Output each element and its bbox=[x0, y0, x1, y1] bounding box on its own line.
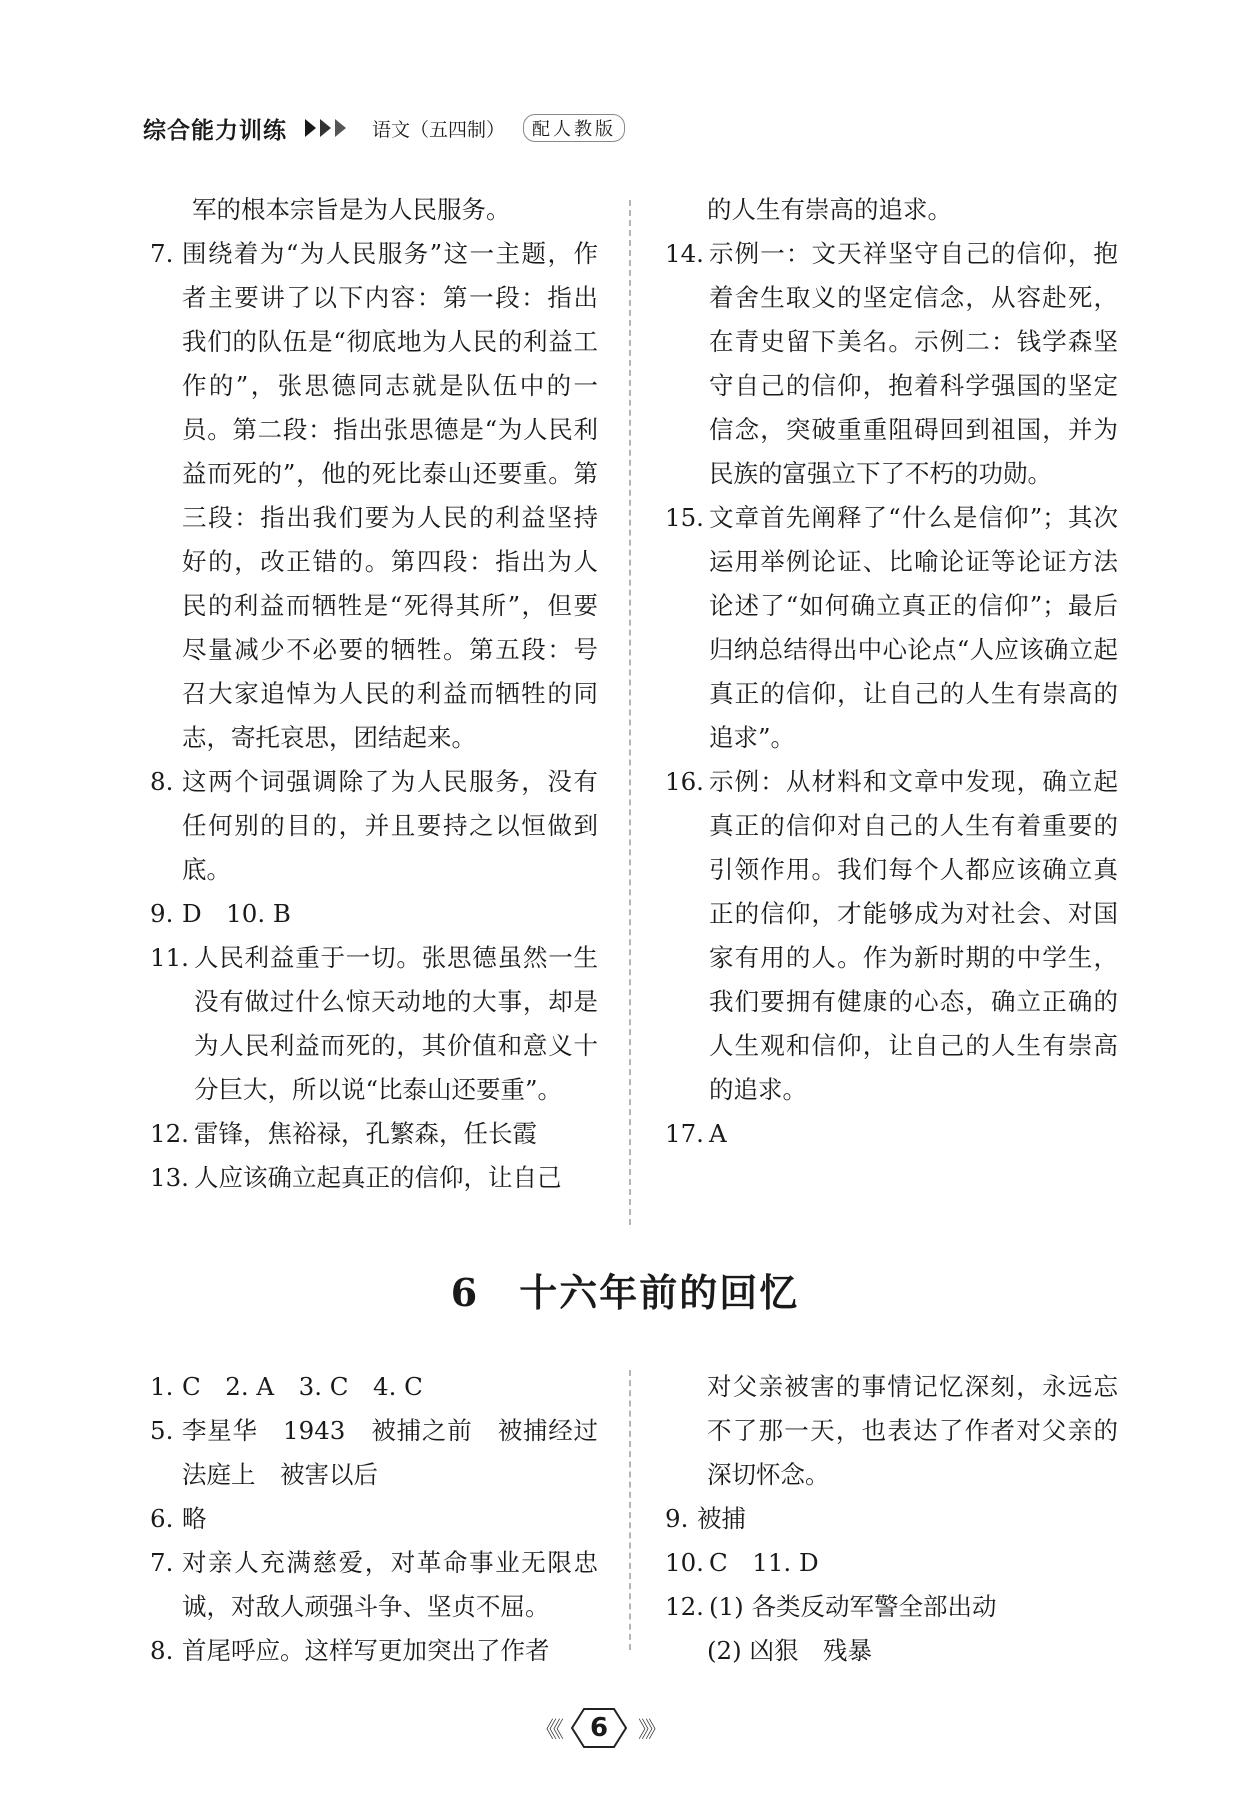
answer-text: 文章首先阐释了“什么是信仰”；其次运用举例论证、比喻论证等论证方法论述了“如何确立真正的信仰”；最后归纳总结得出中心论点“人应该确立起真正的信仰，让自己的人生有崇高的追求”。 bbox=[709, 503, 1118, 752]
answer-text: 人民利益重于一切。张思德虽然一生没有做过什么惊天动地的大事，却是为人民利益而死的，其价值和意义十分巨大，所以说“比泰山还要重”。 bbox=[194, 943, 598, 1104]
answer-item bbox=[665, 232, 1118, 496]
answer-text: C 11. D bbox=[709, 1548, 819, 1577]
answer-item bbox=[150, 760, 598, 892]
answer-item bbox=[150, 1365, 598, 1409]
answer-text: 雷锋，焦裕禄，孔繁森，任长霞 bbox=[194, 1119, 537, 1148]
answer-number: 10. bbox=[665, 1548, 704, 1577]
answer-number: 12. bbox=[665, 1592, 704, 1621]
answer-number: 17. bbox=[665, 1119, 704, 1148]
answer-item bbox=[665, 496, 1118, 760]
answer-number: 11. bbox=[150, 943, 189, 972]
answer-text: 围绕着为“为人民服务”这一主题，作者主要讲了以下内容：第一段：指出我们的队伍是“彻底地为人民的利益工作的”，张思德同志就是队伍中的一员。第二段：指出张思德是“为人民利益而死的”，他的死比泰山还要重。第三段：指出我们要为人民的利益坚持好的，改正错的。第四段：指出为人民的利益而牺牲是“死得其所”，但要尽量减少不必要的牺牲。第五段：号召大家追悼为人民的利益而牺牲的同志，寄托哀思，团结起来。 bbox=[182, 239, 598, 752]
top-left-column bbox=[150, 188, 598, 1200]
double-chevron-right-icon: 》》 bbox=[638, 1717, 664, 1743]
answer-number: 1. bbox=[150, 1372, 174, 1401]
answer-text: 李星华 1943 被捕之前 被捕经过 法庭上 被害以后 bbox=[182, 1416, 623, 1489]
answer-number: 15. bbox=[665, 503, 704, 532]
answer-number: 7. bbox=[150, 239, 174, 268]
double-chevron-left-icon: 《《 bbox=[535, 1717, 561, 1743]
answer-number: 9. bbox=[665, 1504, 689, 1533]
top-right-column bbox=[665, 188, 1118, 1156]
answer-text: 对亲人充满慈爱，对革命事业无限忠诚，对敌人顽强斗争、坚贞不屈。 bbox=[182, 1548, 598, 1621]
continued-text: 军的根本宗旨是为人民服务。 bbox=[192, 195, 511, 224]
answer-item bbox=[150, 232, 598, 760]
answer-number: 7. bbox=[150, 1548, 174, 1577]
answer-text: 被捕 bbox=[697, 1504, 746, 1533]
answer-number: 8. bbox=[150, 767, 174, 796]
answer-number: 8. bbox=[150, 1636, 174, 1665]
answer-item bbox=[150, 936, 598, 1112]
answer-number: 5. bbox=[150, 1416, 174, 1445]
continued-text: 的人生有崇高的追求。 bbox=[707, 195, 952, 224]
answer-item bbox=[150, 1497, 598, 1541]
section-heading: 十六年前的回忆 bbox=[519, 1270, 800, 1315]
answer-text: 这两个词强调除了为人民服务，没有任何别的目的，并且要持之以恒做到底。 bbox=[182, 767, 598, 884]
answer-text: (1) 各类反动军警全部出动 bbox=[709, 1592, 997, 1621]
answer-text: 首尾呼应。这样写更加突出了作者 bbox=[182, 1636, 550, 1665]
answer-item bbox=[150, 1541, 598, 1629]
page-header bbox=[143, 108, 625, 148]
column-divider bbox=[629, 1370, 631, 1650]
answer-number: 9. bbox=[150, 899, 174, 928]
page-number: 6 bbox=[589, 1713, 609, 1743]
answer-item bbox=[665, 1112, 1118, 1156]
answer-item bbox=[665, 1497, 1118, 1541]
answer-number: 13. bbox=[150, 1163, 189, 1192]
section-title bbox=[0, 1262, 1250, 1317]
page-footer bbox=[535, 1706, 663, 1750]
subject-label: 语文（五四制） bbox=[372, 118, 506, 141]
section-number: 6 bbox=[450, 1270, 480, 1315]
answer-item bbox=[150, 1629, 598, 1673]
answer-item bbox=[150, 1112, 598, 1156]
answer-item bbox=[665, 760, 1118, 1112]
page-number-badge bbox=[568, 1706, 630, 1750]
answer-item bbox=[665, 1585, 1118, 1629]
continued-text: (2) 凶狠 残暴 bbox=[707, 1636, 872, 1665]
continued-text: 对父亲被害的事情记忆深刻，永远忘不了那一天，也表达了作者对父亲的深切怀念。 bbox=[707, 1372, 1118, 1489]
bottom-left-column bbox=[150, 1365, 623, 1673]
answer-text: 人应该确立起真正的信仰，让自己 bbox=[194, 1163, 562, 1192]
triple-arrow-icon bbox=[305, 119, 350, 137]
answer-number: 16. bbox=[665, 767, 704, 796]
answer-item bbox=[150, 1409, 623, 1497]
bottom-right-column bbox=[665, 1365, 1118, 1673]
answer-text: A bbox=[709, 1119, 727, 1148]
column-divider bbox=[629, 200, 631, 1225]
answer-item bbox=[150, 892, 598, 936]
answer-item bbox=[150, 1156, 598, 1200]
answer-number: 14. bbox=[665, 239, 704, 268]
edition-badge: 配人教版 bbox=[523, 114, 625, 142]
answer-item bbox=[665, 1541, 1118, 1585]
answer-number: 6. bbox=[150, 1504, 174, 1533]
answer-text: C 2. A 3. C 4. C bbox=[182, 1372, 423, 1401]
answer-text: 示例：从材料和文章中发现，确立起真正的信仰对自己的人生有着重要的引领作用。我们每个人都应该确立真正的信仰，才能够成为对社会、对国家有用的人。作为新时期的中学生，我们要拥有健康的心态，确立正确的人生观和信仰，让自己的人生有崇高的追求。 bbox=[709, 767, 1118, 1104]
answer-text: D 10. B bbox=[182, 899, 291, 928]
answer-text: 略 bbox=[182, 1504, 207, 1533]
answer-number: 12. bbox=[150, 1119, 189, 1148]
book-title: 综合能力训练 bbox=[143, 117, 287, 144]
answer-text: 示例一：文天祥坚守自己的信仰，抱着舍生取义的坚定信念，从容赴死，在青史留下美名。示例二：钱学森坚守自己的信仰，抱着科学强国的坚定信念，突破重重阻碍回到祖国，并为民族的富强立下了不朽的功勋。 bbox=[709, 239, 1118, 488]
